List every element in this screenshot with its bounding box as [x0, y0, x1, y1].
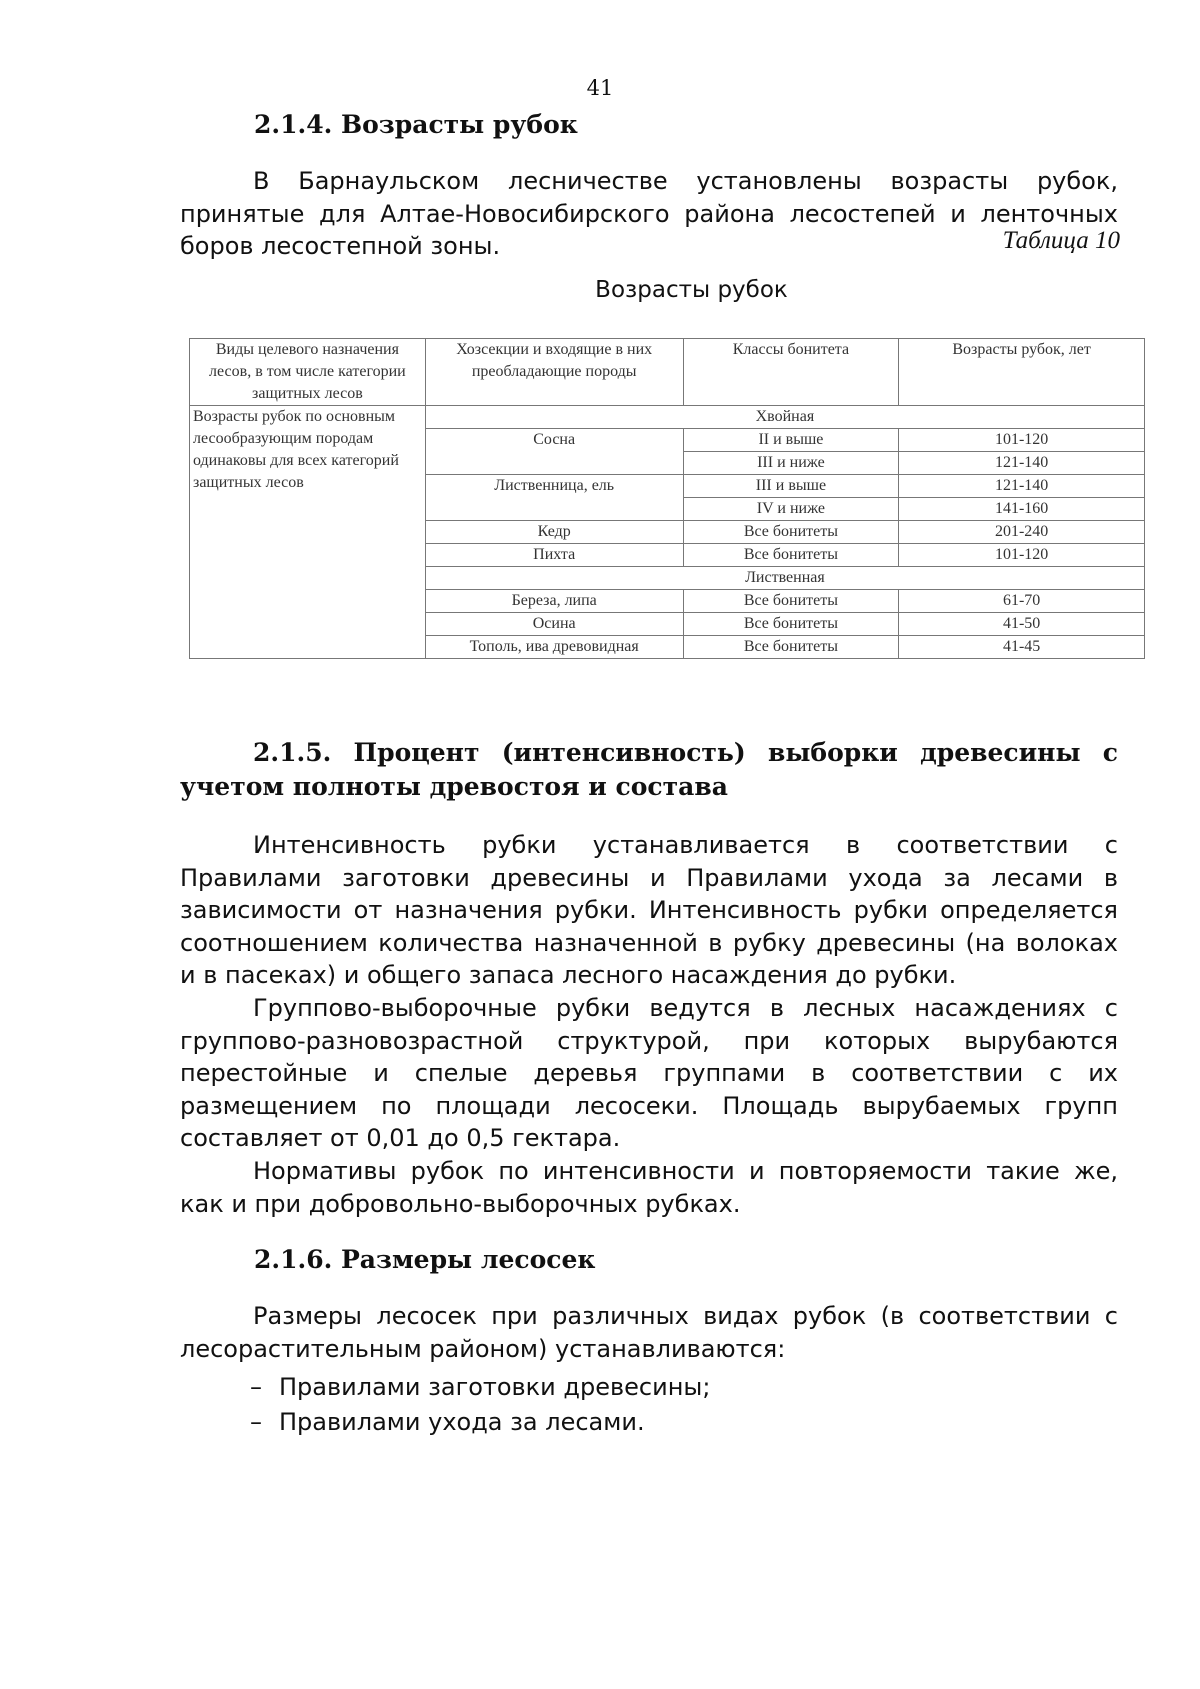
- table-caption: Таблица 10: [1002, 227, 1120, 254]
- table-title: Возрасты рубок: [595, 277, 788, 303]
- header-cell: Хозсекции и входящие в них преобладающие породы: [425, 339, 683, 406]
- paragraph-intensity: Интенсивность рубки устанавливается в соответствии с Правилами заготовки древесины и Правилами ухода за лесами в зависимости от назначения рубки. Интенсивность рубки определяется соотношением количества назначенной в рубку древесины (на волоках и в пасеках) и общего запаса лесного насаждения до рубки.: [180, 831, 1118, 989]
- list-item: – Правилами заготовки древесины;: [250, 1370, 710, 1405]
- species-cell: Осина: [425, 613, 683, 636]
- age-cell: 61-70: [899, 590, 1145, 613]
- species-cell: Сосна: [425, 429, 683, 475]
- bonitet-cell: Все бонитеты: [683, 636, 899, 659]
- bonitet-cell: Все бонитеты: [683, 544, 899, 567]
- page-number: 41: [586, 76, 614, 100]
- bonitet-cell: Все бонитеты: [683, 521, 899, 544]
- table-row: [190, 406, 1145, 429]
- list-item: – Правилами ухода за лесами.: [250, 1405, 710, 1440]
- section-heading-2-1-5: 2.1.5. Процент (интенсивность) выборки древесины с учетом полноты древостоя и состава: [180, 738, 1118, 801]
- bonitet-cell: Все бонитеты: [683, 613, 899, 636]
- age-cell: 121-140: [899, 452, 1145, 475]
- age-cell: 141-160: [899, 498, 1145, 521]
- category-cell: Возрасты рубок по основным лесообразующим породам одинаковы для всех категорий защитных лесов: [190, 406, 426, 659]
- header-cell: Классы бонитета: [683, 339, 899, 406]
- species-cell: Тополь, ива древовидная: [425, 636, 683, 659]
- paragraph-sizes: Размеры лесосек при различных видах рубок (в соответствии с лесорастительным районом) устанавливаются:: [180, 1302, 1118, 1363]
- age-cell: 201-240: [899, 521, 1145, 544]
- section-heading-2-1-4: 2.1.4. Возрасты рубок: [254, 110, 578, 139]
- bullet-list: [250, 1370, 710, 1440]
- age-cell: 41-45: [899, 636, 1145, 659]
- table-header-row: [190, 339, 1145, 406]
- paragraph-intro: В Барнаульском лесничестве установлены возрасты рубок, принятые для Алтае-Новосибирского района лесостепей и ленточных боров лесостепной зоны.: [180, 167, 1118, 260]
- group-row-conifer: Хвойная: [425, 406, 1144, 429]
- section-heading-2-1-6: 2.1.6. Размеры лесосек: [254, 1245, 596, 1274]
- age-cell: 41-50: [899, 613, 1145, 636]
- age-cell: 101-120: [899, 544, 1145, 567]
- species-cell: Лиственница, ель: [425, 475, 683, 521]
- age-cell: 101-120: [899, 429, 1145, 452]
- bonitet-cell: III и ниже: [683, 452, 899, 475]
- bonitet-cell: III и выше: [683, 475, 899, 498]
- header-cell: Возрасты рубок, лет: [899, 339, 1145, 406]
- age-cell: 121-140: [899, 475, 1145, 498]
- group-row-deciduous: Лиственная: [425, 567, 1144, 590]
- bonitet-cell: IV и ниже: [683, 498, 899, 521]
- cutting-age-table: [189, 338, 1145, 659]
- paragraph-group-selective: Группово-выборочные рубки ведутся в лесных насаждениях с группово-разновозрастной структурой, при которых вырубаются перестойные и спелые деревья группами в соответствии с их размещением по площади лесосеки. Площадь вырубаемых групп составляет от 0,01 до 0,5 гектара.: [180, 994, 1118, 1152]
- bonitet-cell: Все бонитеты: [683, 590, 899, 613]
- species-cell: Кедр: [425, 521, 683, 544]
- paragraph-norms: Нормативы рубок по интенсивности и повторяемости такие же, как и при добровольно-выборочных рубках.: [180, 1157, 1118, 1218]
- bonitet-cell: II и выше: [683, 429, 899, 452]
- species-cell: Береза, липа: [425, 590, 683, 613]
- header-cell: Виды целевого назначения лесов, в том числе категории защитных лесов: [190, 339, 426, 406]
- species-cell: Пихта: [425, 544, 683, 567]
